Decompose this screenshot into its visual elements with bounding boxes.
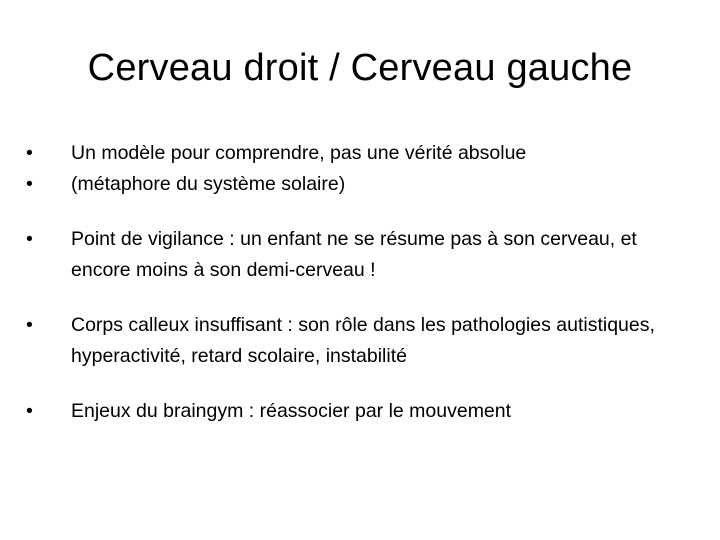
- bullet-text: Un modèle pour comprendre, pas une vérité absolue: [71, 142, 527, 164]
- slide-title: Cerveau droit / Cerveau gauche: [87, 47, 633, 89]
- bullet-dot-icon: •: [26, 400, 33, 422]
- bullet-dot-icon: •: [26, 228, 33, 250]
- bullet-item: [26, 310, 696, 372]
- bullet-text: (métaphore du système solaire): [71, 173, 346, 195]
- bullet-item: [26, 224, 696, 286]
- bullet-dot-icon: •: [26, 314, 33, 336]
- bullet-text: Corps calleux insuffisant : son rôle dans les pathologies autistiques, hyperactivité, retard scolaire, instabilité: [71, 314, 655, 367]
- bullet-list: [26, 138, 696, 427]
- bullet-text: Point de vigilance : un enfant ne se résume pas à son cerveau, et encore moins à son demi-cerveau !: [71, 228, 637, 281]
- bullet-text: Enjeux du braingym : réassocier par le mouvement: [71, 400, 512, 422]
- bullet-item: [26, 169, 696, 200]
- bullet-dot-icon: •: [26, 173, 33, 195]
- bullet-item: [26, 138, 696, 169]
- bullet-item: [26, 396, 696, 427]
- bullet-dot-icon: •: [26, 142, 33, 164]
